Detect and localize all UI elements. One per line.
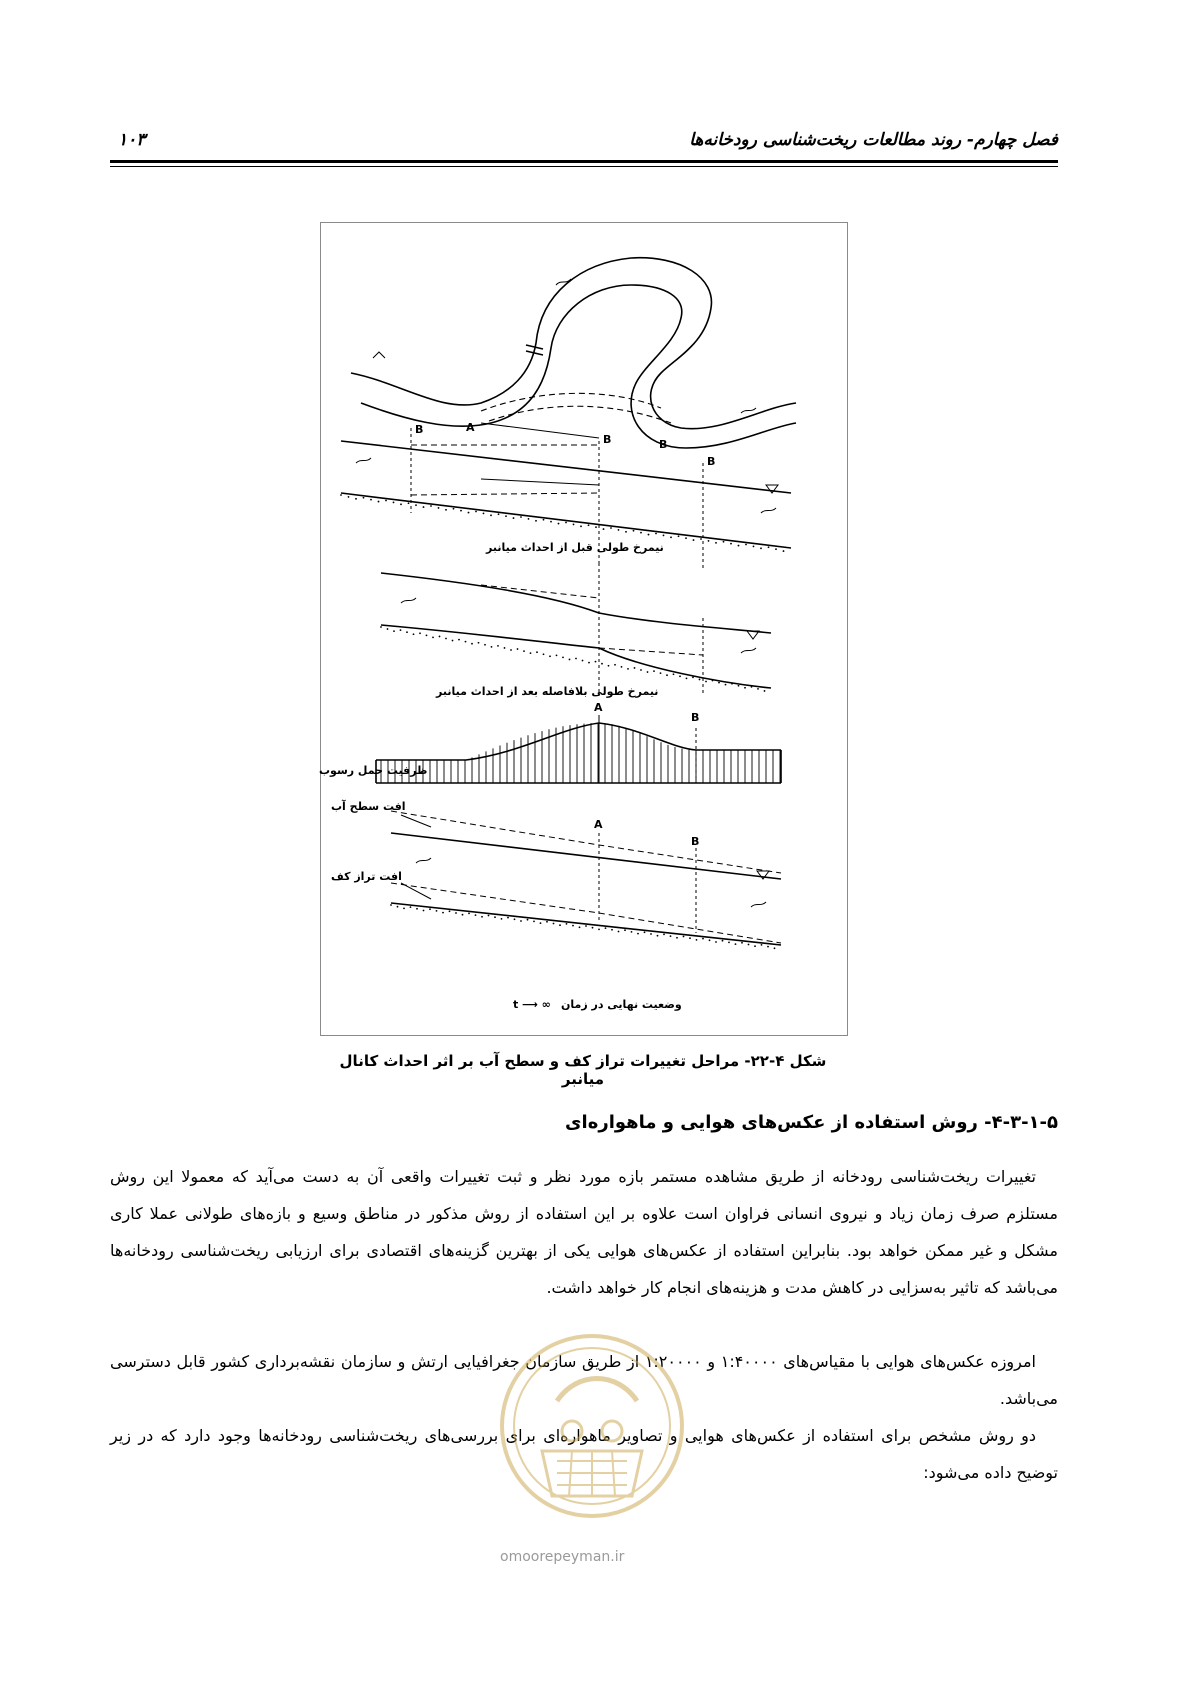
label-b-profile1-left: B — [415, 423, 424, 436]
chapter-title: فصل چهارم- روند مطالعات ریخت‌شناسی رودخانه‌ها — [689, 130, 1058, 150]
label-a-final: A — [594, 818, 603, 831]
paragraph-2-text: امروزه عکس‌های هوایی با مقیاس‌های ۱:۴۰۰۰۰ و ۱:۲۰۰۰۰ از طریق سازمان جغرافیایی ارتش و سازمان نقشه‌برداری کشور قابل دسترسی می‌باشد. — [110, 1352, 1058, 1408]
paragraph-1-text: تغییرات ریخت‌شناسی رودخانه از طریق مشاهده مستمر بازه مورد نظر و ثبت تغییرات واقعی آن به دست می‌آید که معمولا این روش مستلزم صرف زمان زیاد و نیروی انسانی فراوان است علاوه بر این استفاده از روش مذکور در مناطق وسیع و بازه‌های طولانی عملا کاری مشکل و غیر ممکن خواهد بود. بنابراین استفاده از عکس‌های هوایی یکی از بهترین گزینه‌های اقتصادی برای ارزیابی ریخت‌شناسی رودخانه‌ها می‌باشد که تاثیر به‌سزایی در کاهش مدت و هزینه‌های انجام کار خواهد داشت. — [110, 1167, 1058, 1297]
label-sediment-capacity: ظرفیت حمل رسوب — [319, 764, 428, 777]
label-water-drop: افت سطح آب — [331, 800, 406, 813]
figure-caption: شکل ۴-۲۲- مراحل تغییرات تراز کف و سطح آب بر اثر احداث کانال میانبر — [339, 1052, 827, 1088]
label-b-profile1-right: B — [707, 455, 716, 468]
label-a-plan: A — [466, 421, 475, 434]
label-t-infinity: t ⟶ ∞ — [513, 998, 551, 1011]
label-b-profile1-mid: B — [603, 433, 612, 446]
paragraph-1 — [110, 1158, 1058, 1306]
label-profile-after: نیمرخ طولی بلافاصله بعد از احداث میانبر — [436, 685, 659, 698]
figure-cutoff-diagram — [320, 222, 848, 1036]
watermark-seal-icon — [497, 1331, 687, 1521]
paragraph-3-text: دو روش مشخص برای استفاده از عکس‌های هوایی و تصاویر ماهواره‌ای برای بررسی‌های ریخت‌شناسی رودخانه‌ها وجود دارد که در زیر توضیح داده می‌شود: — [110, 1426, 1058, 1482]
label-a-sediment: A — [594, 701, 603, 714]
header-rule-thin — [110, 166, 1058, 167]
label-bed-drop: افت تراز کف — [331, 870, 402, 883]
watermark-url: omoorepeyman.ir — [500, 1549, 625, 1565]
section-heading: ۴-۳-۱-۵- روش استفاده از عکس‌های هوایی و ماهواره‌ای — [565, 1112, 1058, 1133]
label-profile-before: نیمرخ طولی قبل از احداث میانبر — [486, 541, 664, 554]
header-rule-thick — [110, 160, 1058, 163]
label-final-state: وضعیت نهایی در زمان — [561, 998, 682, 1011]
label-b-final: B — [691, 835, 700, 848]
label-b-plan: B — [659, 438, 668, 451]
label-b-sediment: B — [691, 711, 700, 724]
page-number: ۱۰۳ — [118, 130, 146, 150]
diagram-svg — [321, 223, 847, 1035]
